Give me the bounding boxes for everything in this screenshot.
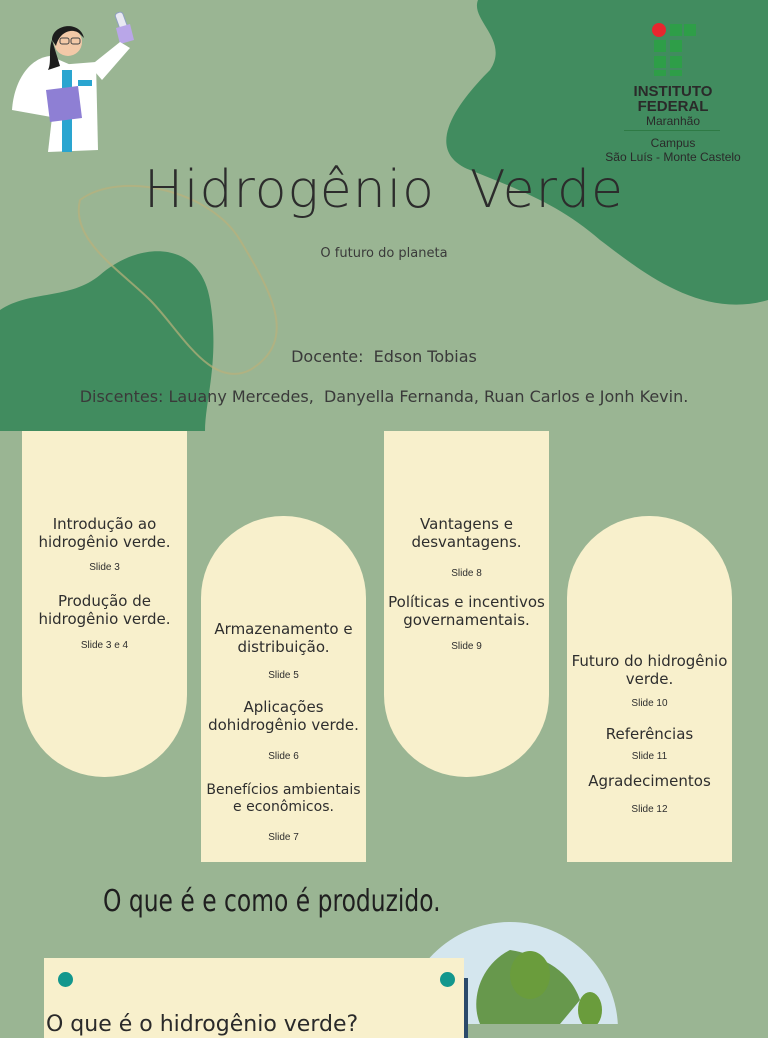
- toc-item-slide: Slide 11: [631, 751, 668, 762]
- page-title: Hidrogênio Verde: [143, 160, 625, 220]
- toc-item-title[interactable]: Benefícios ambientais e econômicos.: [206, 782, 361, 815]
- toc-item-title[interactable]: Agradecimentos: [588, 772, 711, 790]
- logo-red-dot: [652, 23, 666, 37]
- note-question: O que é o hidrogênio verde?: [46, 1012, 359, 1037]
- toc-item-title[interactable]: Futuro do hidrogênio verde.: [571, 652, 728, 688]
- scientist-illustration: [8, 10, 143, 160]
- toc-item-slide: Slide 7: [268, 832, 299, 843]
- page-subtitle: O futuro do planeta: [320, 246, 448, 261]
- toc-item-slide: Slide 12: [631, 804, 668, 815]
- pin-icon: [440, 972, 455, 987]
- toc-item-title[interactable]: Políticas e incentivos governamentais.: [388, 593, 545, 629]
- toc-item-slide: Slide 10: [631, 698, 668, 709]
- pin-icon: [58, 972, 73, 987]
- logo-institute-name: [600, 84, 746, 114]
- toc-card-2: [201, 516, 366, 862]
- note-edge: [464, 978, 468, 1038]
- toc-item-title[interactable]: Referências: [605, 725, 694, 743]
- toc-item-title[interactable]: Introdução ao hidrogênio verde.: [38, 515, 171, 551]
- toc-item-slide: Slide 6: [268, 751, 299, 762]
- toc-item-title[interactable]: Vantagens e desvantagens.: [411, 515, 522, 551]
- toc-item-title[interactable]: Armazenamento e distribuição.: [214, 620, 353, 656]
- logo-line-1: INSTITUTO: [633, 83, 713, 100]
- toc-item-slide: Slide 3 e 4: [80, 640, 129, 651]
- toc-item-slide: Slide 8: [451, 568, 482, 579]
- toc-item-slide: Slide 3: [89, 562, 120, 573]
- toc-item-title[interactable]: Produção de hidrogênio verde.: [38, 592, 171, 628]
- toc-item-slide: Slide 5: [268, 670, 299, 681]
- toc-card-4: [567, 516, 732, 862]
- toc-item-title[interactable]: Aplicações dohidrogênio verde.: [208, 698, 359, 734]
- toc-card-3: [384, 431, 549, 777]
- logo-campus-name: São Luís - Monte Castelo: [605, 150, 741, 164]
- toc-item-slide: Slide 9: [451, 641, 482, 652]
- section-heading: O que é e como é produzido.: [103, 884, 441, 919]
- students-line: Discentes: Lauany Mercedes, Danyella Fernanda, Ruan Carlos e Jonh Kevin.: [79, 387, 689, 406]
- logo-state: Maranhão: [645, 114, 701, 128]
- logo-campus: Campus: [650, 136, 696, 150]
- teacher-line: Docente: Edson Tobias: [291, 347, 477, 366]
- toc-card-1: [22, 431, 187, 777]
- institute-logo-mark: [646, 20, 702, 78]
- logo-line-2: FEDERAL: [637, 98, 709, 115]
- logo-divider: [624, 130, 720, 131]
